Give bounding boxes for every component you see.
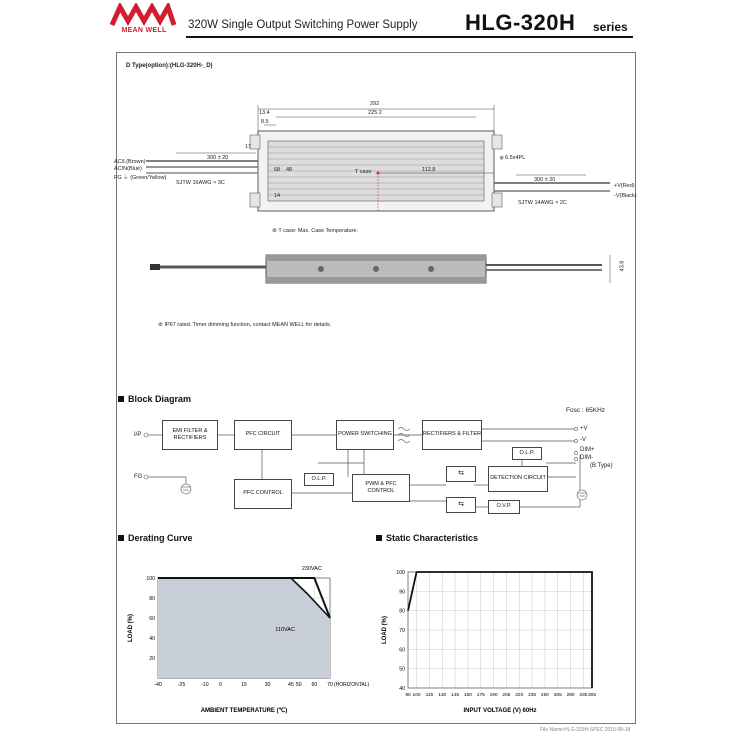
derating-y-tick-2: 60 (149, 616, 155, 622)
derating-area-110vac (158, 578, 330, 678)
dim-body: 225.2 (368, 110, 382, 116)
static-y-tick-3: 70 (399, 628, 405, 634)
derating-chart (116, 550, 380, 730)
ac-l-label: AC/L(Brown) (114, 159, 146, 165)
block-diagram-heading: Block Diagram (118, 394, 191, 404)
static-x-tick-3: 130 (438, 693, 447, 698)
derating-x-tick-6: 45 (288, 682, 294, 688)
derating-x-tick-0: -40 (154, 682, 162, 688)
btype-label: (B Type) (590, 463, 613, 469)
derating-label-230vac: 230VAC (301, 566, 322, 572)
footer-note: File Name:HLG-320H-SPEC 2015-08-18 (540, 727, 631, 733)
dim-neg-label: DIM- (580, 455, 593, 461)
output-cable-spec: SJTW 14AWG × 2C (518, 200, 567, 206)
derating-horizontal-label: (HORIZONTAL) (334, 682, 370, 688)
static-x-tick-14: 295 (579, 693, 588, 698)
static-x-tick-7: 190 (489, 693, 498, 698)
static-x-axis-title: INPUT VOLTAGE (V) 60Hz (463, 708, 537, 714)
v-pos-label: +V(Red) (614, 183, 635, 189)
out-neg-label: -V (580, 437, 586, 443)
ip-label: I/P (134, 432, 142, 438)
derating-y-axis-title: LOAD (%) (128, 614, 134, 642)
mechanical-drawing (116, 95, 634, 295)
ip67-note: ⑧ IP67 rated. Timer dimming function, contact MEAN WELL for details. (158, 322, 332, 328)
input-cable-spec: SJTW 16AWG × 3C (176, 180, 225, 186)
page-subtitle: 320W Single Output Switching Power Supply (188, 19, 418, 31)
model-title: HLG-320H (465, 10, 576, 35)
ac-n-label: AC/N(Blue) (114, 166, 142, 172)
dim-13-4: 13.4 (259, 110, 270, 116)
opto-coupler-1: ⇆ (446, 466, 476, 482)
static-x-tick-0: 90 (405, 693, 411, 698)
fosc-label: Fosc : 65KHz (566, 407, 606, 414)
derating-x-tick-5: 30 (264, 682, 271, 688)
dim-side: 43.8 (619, 260, 626, 272)
derating-x-tick-7: 50 (295, 682, 302, 688)
static-x-tick-1: 100 (412, 693, 421, 698)
pfc-control-block: PFC CONTROL (234, 479, 292, 509)
tcase-note: ⑧ T case: Max. Case Temperature. (272, 228, 358, 234)
input-length: 300 ± 20 (207, 155, 229, 161)
dim-68: 68 (274, 167, 281, 173)
static-x-tick-11: 250 (540, 693, 549, 698)
static-x-tick-5: 160 (463, 693, 472, 698)
output-length: 300 ± 20 (534, 177, 556, 183)
pwm-pfc-control-block: PWM & PFC CONTROL (352, 474, 410, 502)
derating-y-tick-3: 80 (149, 596, 155, 602)
emi-filter-block: EMI FILTER & RECTIFIERS (162, 420, 218, 450)
derating-x-tick-3: 0 (219, 682, 222, 688)
power-switching-block: POWER SWITCHING (336, 420, 394, 450)
mechanical-heading: D Type(option):(HLG-320H-_D) (126, 63, 213, 69)
static-y-tick-1: 50 (399, 666, 405, 673)
derating-x-axis-title: AMBIENT TEMPERATURE (℃) (200, 708, 288, 714)
derating-x-tick-8: 60 (311, 682, 318, 688)
series-label: series (593, 20, 628, 34)
header-rule (186, 36, 633, 38)
olp-block-right: O.L.P. (512, 447, 542, 460)
static-y-tick-4: 80 (399, 608, 405, 615)
static-y-tick-6: 100 (396, 570, 405, 576)
static-x-tick-13: 280 (566, 693, 575, 698)
static-y-tick-5: 90 (399, 589, 405, 596)
static-x-tick-2: 115 (425, 693, 434, 698)
derating-y-tick-1: 40 (149, 636, 155, 642)
fg-label: FG ⏚ (Green/Yellow) (114, 175, 167, 181)
dim-hole: φ 6.5x4PL (500, 155, 526, 161)
out-pos-label: +V (580, 426, 588, 432)
static-x-tick-4: 145 (451, 693, 460, 698)
fg-block-label: FG (134, 474, 143, 480)
dim-8-5: 8.5 (261, 119, 269, 125)
derating-heading: Derating Curve (118, 533, 193, 543)
dim-length: 292 (370, 101, 380, 107)
ovp-block: O.V.P. (488, 500, 520, 514)
static-y-tick-2: 60 (399, 647, 405, 654)
static-x-tick-12: 265 (553, 693, 562, 698)
static-chart (370, 550, 632, 730)
brand-name: MEAN WELL (121, 27, 167, 34)
static-heading: Static Characteristics (376, 533, 478, 543)
derating-y-tick-4: 100 (146, 576, 155, 582)
derating-x-tick-9: 70 (327, 682, 333, 688)
dim-17: 17 (245, 144, 252, 150)
static-x-tick-15: 305 (587, 693, 597, 698)
derating-x-tick-4: 15 (241, 682, 247, 688)
dim-14: 14 (274, 193, 281, 199)
detection-circuit-block: DETECTION CIRCUIT (488, 466, 548, 492)
static-y-tick-0: 40 (399, 686, 405, 692)
static-y-axis-title: LOAD (%) (382, 616, 388, 644)
v-neg-label: -V(Black) (614, 193, 637, 199)
derating-x-tick-1: -25 (177, 682, 186, 688)
dim-pos-label: DIM+ (580, 447, 595, 453)
derating-label-110vac: 110VAC (275, 627, 295, 633)
static-x-tick-9: 220 (515, 693, 524, 698)
opto-coupler-2: ⇆ (446, 497, 476, 513)
dim-112: 112.8 (422, 167, 436, 173)
derating-x-tick-2: -10 (201, 682, 209, 688)
static-x-tick-6: 175 (476, 693, 485, 698)
dim-48: 48 (286, 167, 293, 173)
static-x-tick-8: 205 (502, 693, 511, 698)
rectifiers-filter-block: RECTIFIERS & FILTER (422, 420, 482, 450)
tcase-label: T case (355, 169, 372, 175)
derating-y-tick-0: 20 (149, 656, 155, 662)
static-x-tick-10: 235 (528, 693, 537, 698)
pfc-circuit-block: PFC CIRCUIT (234, 420, 292, 450)
olp-block-left: O.L.P. (304, 473, 334, 486)
